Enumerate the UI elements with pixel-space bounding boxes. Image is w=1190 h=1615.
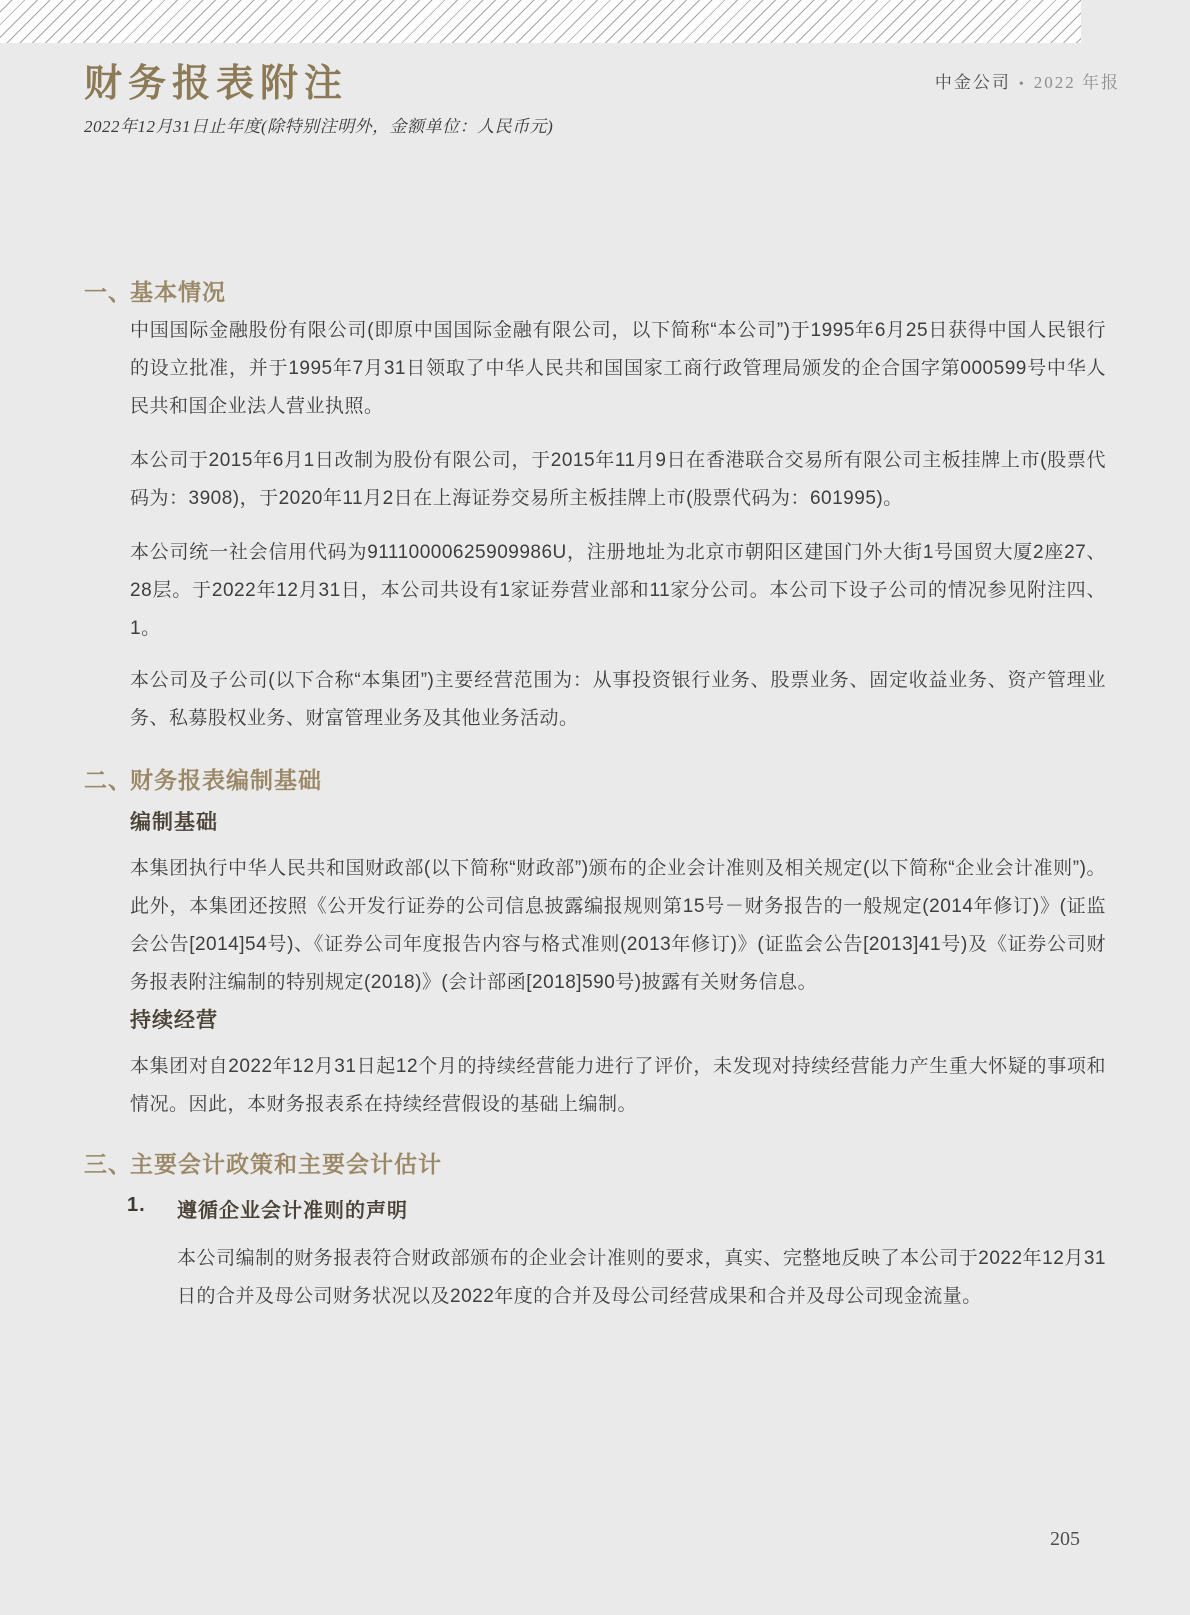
subsection-heading-going-concern: 持续经营 <box>130 1009 218 1032</box>
paragraph: 本公司编制的财务报表符合财政部颁布的企业会计准则的要求，真实、完整地反映了本公司于2022年12月31日的合并及母公司财务状况以及2022年度的合并及母公司经营成果和合并及母公司现金流量。 <box>177 1248 1106 1307</box>
section-heading-preparation-basis <box>84 762 322 795</box>
section-title: 主要会计政策和主要会计估计 <box>130 1151 442 1177</box>
item-number: 1. <box>127 1194 146 1216</box>
section-number: 一、 <box>84 279 132 305</box>
company-name: 中金公司 <box>934 73 1011 92</box>
section-title: 财务报表编制基础 <box>130 767 322 793</box>
page-subtitle: 2022年12月31日止年度(除特别注明外，金额单位：人民币元) <box>84 117 554 136</box>
paragraph: 本集团对自2022年12月31日起12个月的持续经营能力进行了评价，未发现对持续经营能力产生重大怀疑的事项和情况。因此，本财务报表系在持续经营假设的基础上编制。 <box>130 1056 1106 1115</box>
paragraph: 本公司于2015年6月1日改制为股份有限公司，于2015年11月9日在香港联合交易所有限公司主板挂牌上市(股票代码为：3908)，于2020年11月2日在上海证券交易所主板挂牌上市(股票代码为：601995)。 <box>130 450 1106 509</box>
hatch-band-decoration <box>0 0 1081 43</box>
separator-dot-icon: • <box>1018 77 1026 92</box>
section-heading-basic-info <box>84 274 226 307</box>
report-edition: 2022 年报 <box>1033 73 1120 92</box>
section-number: 二、 <box>84 767 132 793</box>
item-title: 遵循企业会计准则的声明 <box>177 1200 408 1222</box>
paragraph: 本集团执行中华人民共和国财政部(以下简称“财政部”)颁布的企业会计准则及相关规定(以下简称“企业会计准则”)。此外，本集团还按照《公开发行证券的公司信息披露编报规则第15号－财务报告的一般规定(2014年修订)》(证监会公告[2014]54号)、《证券公司年度报告内容与格式准则(2013年修订)》(证监会公告[2013]41号)及《证券公司财务报表附注编制的特别规定(2018)》(会计部函[2018]590号)披露有关财务信息。 <box>130 858 1106 993</box>
section-number: 三、 <box>84 1151 132 1177</box>
page-number: 205 <box>1050 1528 1080 1550</box>
page-title: 财务报表附注 <box>84 63 349 105</box>
subsection-heading-basis: 编制基础 <box>130 811 218 834</box>
paragraph: 中国国际金融股份有限公司(即原中国国际金融有限公司，以下简称“本公司”)于1995年6月25日获得中国人民银行的设立批准，并于1995年7月31日领取了中华人民共和国国家工商行政管理局颁发的企合国字第000599号中华人民共和国企业法人营业执照。 <box>130 320 1106 417</box>
page-header-meta <box>935 68 1120 93</box>
numbered-item-heading-compliance-statement <box>127 1194 408 1223</box>
paragraph: 本公司统一社会信用代码为91110000625909986U，注册地址为北京市朝阳区建国门外大街1号国贸大厦2座27、28层。于2022年12月31日，本公司共设有1家证券营业部和11家分公司。本公司下设子公司的情况参见附注四、1。 <box>130 542 1106 639</box>
section-title: 基本情况 <box>130 279 226 305</box>
paragraph: 本公司及子公司(以下合称“本集团”)主要经营范围为：从事投资银行业务、股票业务、固定收益业务、资产管理业务、私募股权业务、财富管理业务及其他业务活动。 <box>130 670 1106 729</box>
section-heading-accounting-policies <box>84 1146 442 1179</box>
